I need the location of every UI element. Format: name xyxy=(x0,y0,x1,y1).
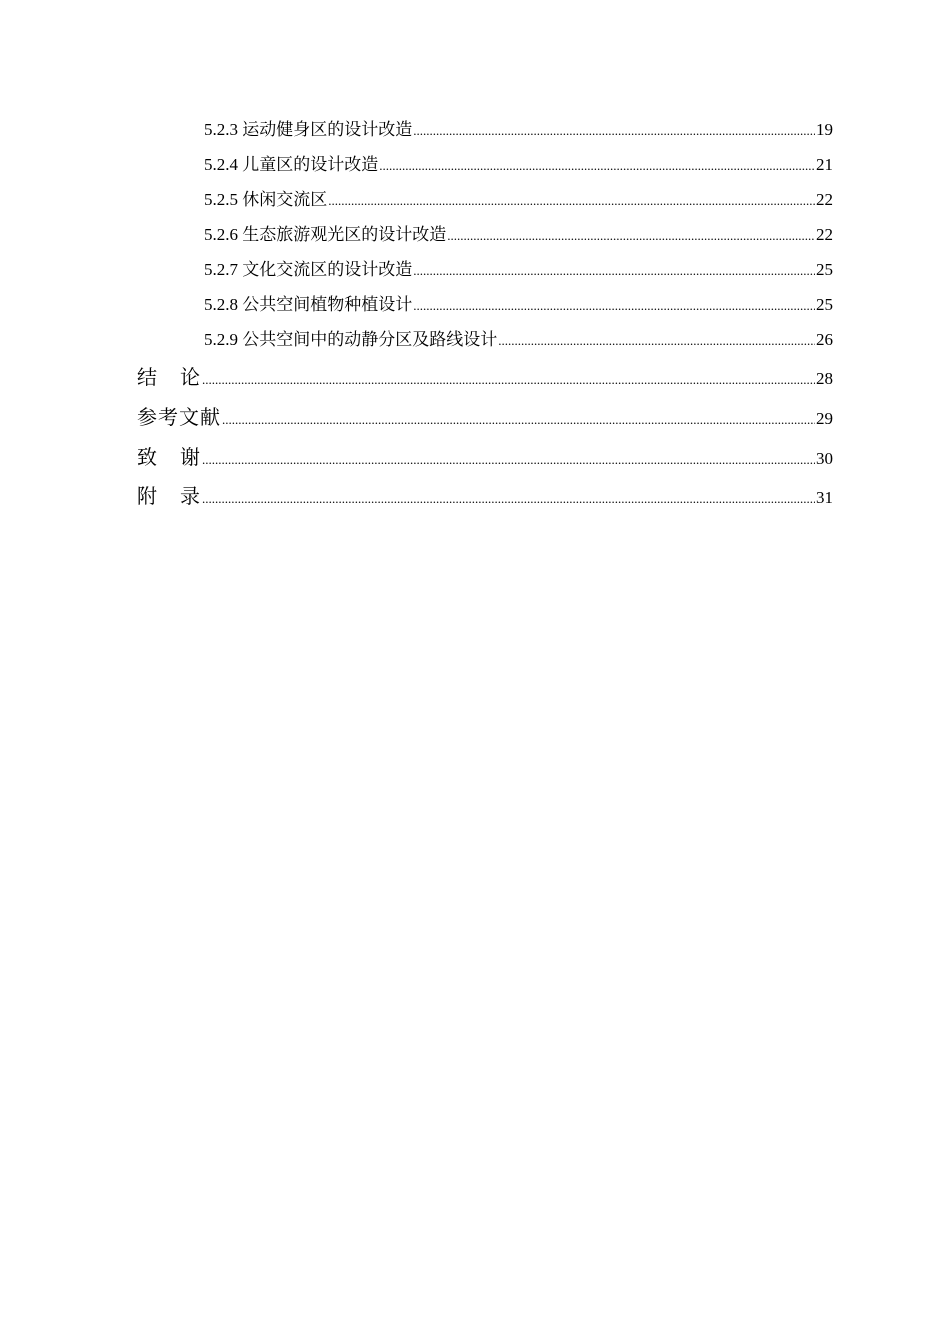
toc-dot-leader xyxy=(379,158,815,174)
toc-page-number: 26 xyxy=(816,330,833,349)
toc-page-number: 21 xyxy=(816,155,833,174)
toc-page-number: 31 xyxy=(816,488,833,507)
toc-page-number: 25 xyxy=(816,260,833,279)
toc-entry-5-2-5[interactable] xyxy=(204,185,833,210)
toc-entry-5-2-8[interactable] xyxy=(204,290,833,315)
toc-entry-label: 5.2.4 儿童区的设计改造 xyxy=(204,155,379,174)
toc-entry-label: 5.2.9 公共空间中的动静分区及路线设计 xyxy=(204,330,498,349)
toc-page-number: 22 xyxy=(816,225,833,244)
toc-entry-5-2-4[interactable] xyxy=(204,150,833,175)
toc-page-number: 22 xyxy=(816,190,833,209)
toc-entry-appendix[interactable] xyxy=(137,480,833,509)
toc-dot-leader xyxy=(413,263,815,279)
toc-entry-5-2-9[interactable] xyxy=(204,325,833,350)
toc-page-number: 28 xyxy=(816,369,833,388)
toc-dot-leader xyxy=(413,123,815,139)
toc-dot-leader xyxy=(328,193,815,209)
toc-entry-label: 5.2.7 文化交流区的设计改造 xyxy=(204,260,413,279)
toc-entry-conclusion[interactable] xyxy=(137,361,833,390)
toc-dot-leader xyxy=(202,452,815,468)
toc-page-number: 30 xyxy=(816,449,833,468)
toc-entry-label: 5.2.5 休闲交流区 xyxy=(204,190,328,209)
toc-entry-acknowledgements[interactable] xyxy=(137,441,833,470)
toc-entry-label: 结 论 xyxy=(137,365,201,389)
toc-entry-5-2-7[interactable] xyxy=(204,255,833,280)
toc-dot-leader xyxy=(222,412,815,428)
toc-entry-5-2-3[interactable] xyxy=(204,115,833,140)
toc-entry-label: 5.2.3 运动健身区的设计改造 xyxy=(204,120,413,139)
toc-entry-label: 参考文献 xyxy=(137,405,221,429)
toc-dot-leader xyxy=(202,372,815,388)
toc-entry-label: 5.2.6 生态旅游观光区的设计改造 xyxy=(204,225,447,244)
toc-page-number: 25 xyxy=(816,295,833,314)
toc-dot-leader xyxy=(447,228,815,244)
toc-entry-label: 附 录 xyxy=(137,484,201,508)
toc-entry-label: 5.2.8 公共空间植物种植设计 xyxy=(204,295,413,314)
toc-page-number: 29 xyxy=(816,409,833,428)
toc-dot-leader xyxy=(413,298,815,314)
toc-dot-leader xyxy=(202,491,815,507)
toc-entry-references[interactable] xyxy=(137,401,833,430)
toc-entry-5-2-6[interactable] xyxy=(204,220,833,245)
toc-entry-label: 致 谢 xyxy=(137,445,201,469)
toc-dot-leader xyxy=(498,333,815,349)
toc-page-number: 19 xyxy=(816,120,833,139)
